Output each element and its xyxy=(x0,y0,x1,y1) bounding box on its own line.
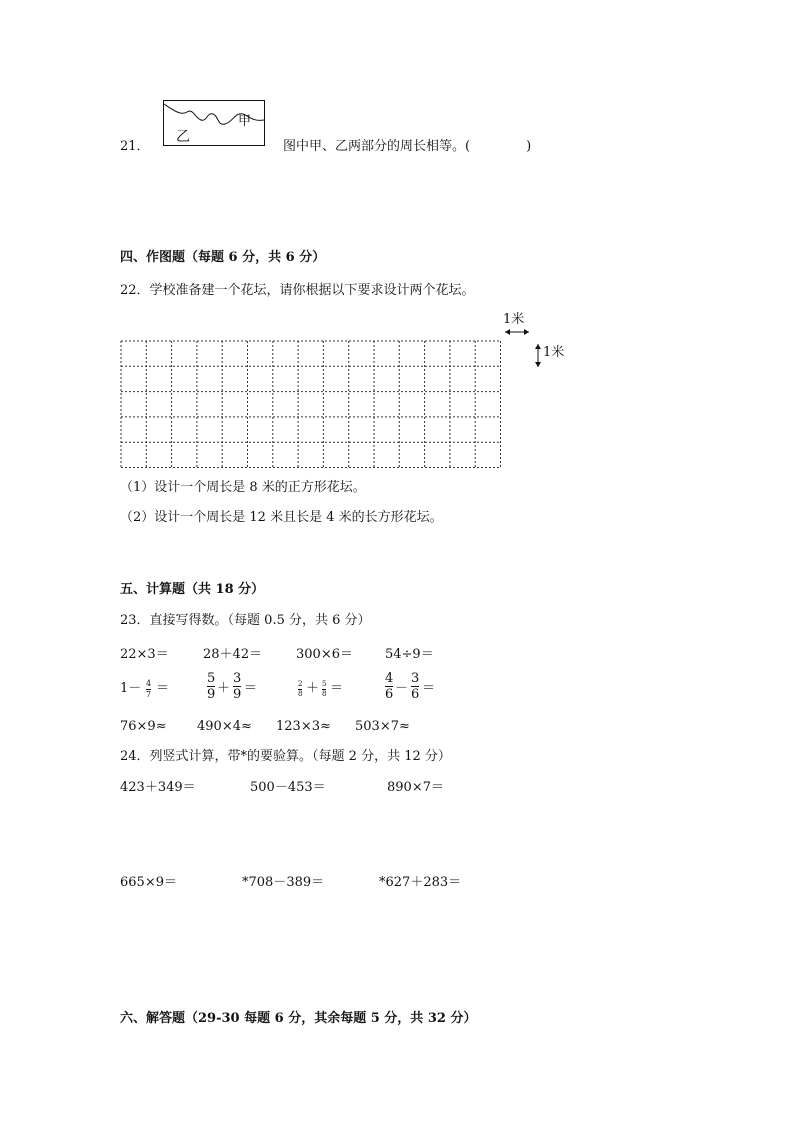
q22-unit-horizontal: 1米 xyxy=(503,312,525,327)
q24-item-1: 423＋349＝ xyxy=(120,780,196,795)
section4-heading: 四、作图题（每题 6 分，共 6 分） xyxy=(120,250,326,265)
q23-item-6-fraction-2: 3 9 xyxy=(233,671,242,702)
q23-item-7-equals: ＝ xyxy=(330,681,344,696)
q23-item-7-fraction-1: 2 8 xyxy=(298,680,303,698)
q23-item-7-fraction-2: 5 8 xyxy=(322,680,327,698)
q21-number: 21． xyxy=(120,139,150,154)
q21-statement: 图中甲、乙两部分的周长相等。( ) xyxy=(283,139,532,154)
q22-prompt: 22．学校准备建一个花坛，请你根据以下要求设计两个花坛。 xyxy=(120,283,475,298)
q23-item-5-equals: ＝ xyxy=(156,681,170,696)
q22-part1: （1）设计一个周长是 8 米的正方形花坛。 xyxy=(120,480,366,495)
q23-item-6-equals: ＝ xyxy=(244,681,258,696)
section6-heading: 六、解答题（29-30 每题 6 分，其余每题 5 分，共 32 分） xyxy=(120,1011,477,1026)
q23-item-10: 490×4≈ xyxy=(197,719,252,734)
q23-item-2: 28＋42＝ xyxy=(203,647,263,662)
q23-item-3: 300×6＝ xyxy=(296,647,353,662)
q23-item-6-fraction-1: 5 9 xyxy=(207,671,216,702)
q24-prompt: 24．列竖式计算，带*的要验算。（每题 2 分，共 12 分） xyxy=(120,749,451,764)
q24-item-3: 890×7＝ xyxy=(387,780,444,795)
q23-item-5-fraction: 4 7 xyxy=(146,679,152,699)
q21-label-yi: 乙 xyxy=(176,129,190,145)
section5-heading: 五、计算题（共 18 分） xyxy=(120,582,265,597)
q23-item-8-fraction-1: 4 6 xyxy=(385,671,394,702)
q22-part2: （2）设计一个周长是 12 米且长是 4 米的长方形花坛。 xyxy=(120,510,443,525)
q23-item-8-fraction-2: 3 6 xyxy=(411,671,420,702)
q23-item-7-op: ＋ xyxy=(306,681,320,696)
q23-item-12: 503×7≈ xyxy=(355,719,410,734)
q24-item-2: 500－453＝ xyxy=(250,780,326,795)
q23-item-5-lead: 1－ xyxy=(120,681,142,696)
q22-drawing-grid[interactable] xyxy=(120,340,530,470)
q23-item-1: 22×3＝ xyxy=(120,647,169,662)
q21-label-jia: 甲 xyxy=(238,114,252,129)
q24-item-4: 665×9＝ xyxy=(120,875,177,890)
q24-item-6: *627＋283＝ xyxy=(379,875,462,890)
q23-item-9: 76×9≈ xyxy=(120,719,167,734)
q23-item-6-op: ＋ xyxy=(217,681,231,696)
q22-unit-vertical: 1米 xyxy=(543,345,565,360)
q24-item-5: *708－389＝ xyxy=(242,875,325,890)
q23-item-8-op: － xyxy=(395,681,409,696)
q23-prompt: 23．直接写得数。（每题 0.5 分，共 6 分） xyxy=(120,613,371,628)
q23-item-8-equals: ＝ xyxy=(422,681,436,696)
q23-item-11: 123×3≈ xyxy=(276,719,331,734)
q23-item-4: 54÷9＝ xyxy=(385,647,434,662)
